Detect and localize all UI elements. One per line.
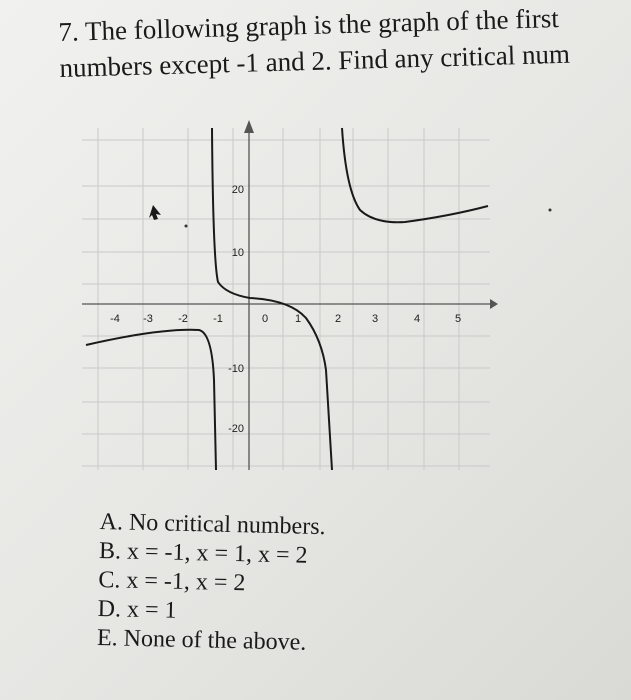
y-tick-label: -10 <box>228 363 244 375</box>
x-tick-label: 4 <box>413 313 421 325</box>
y-tick-label: -20 <box>228 423 244 435</box>
stray-dot <box>185 225 188 228</box>
x-tick-label: -2 <box>178 313 188 325</box>
curve-left-branch <box>86 330 216 470</box>
y-tick-label: 10 <box>231 247 244 259</box>
choice-d[interactable]: D. x = 1 <box>97 595 177 624</box>
x-tick-label: 2 <box>334 313 342 325</box>
function-curves <box>86 128 488 470</box>
x-tick-label: 3 <box>371 313 379 325</box>
y-tick-label: 20 <box>231 184 244 196</box>
curve-middle-branch <box>212 128 332 470</box>
curve-right-branch <box>342 128 488 222</box>
graph-axes <box>82 120 498 470</box>
x-tick-label: 0 <box>261 313 269 325</box>
cursor-arrow-icon <box>149 205 161 220</box>
choice-a[interactable]: A. No critical numbers. <box>99 508 326 541</box>
x-tick-label: 1 <box>294 313 302 325</box>
choice-b[interactable]: B. x = -1, x = 1, x = 2 <box>98 537 308 569</box>
answer-choices <box>97 508 326 658</box>
graph-grid <box>82 128 490 470</box>
question-line-2: numbers except -1 and 2. Find any critical num <box>59 38 571 83</box>
x-tick-label: 5 <box>454 313 462 325</box>
x-tick-label: -1 <box>213 313 223 325</box>
choice-e[interactable]: E. None of the above. <box>96 624 307 656</box>
stray-dot-right <box>549 209 552 212</box>
x-tick-label: -4 <box>110 313 120 325</box>
choice-c[interactable]: C. x = -1, x = 2 <box>98 566 246 597</box>
x-tick-label: -3 <box>143 313 153 325</box>
x-axis-arrow <box>490 299 498 309</box>
y-axis-arrow <box>244 120 254 133</box>
question-line-1: 7. The following graph is the graph of the first <box>58 3 560 47</box>
